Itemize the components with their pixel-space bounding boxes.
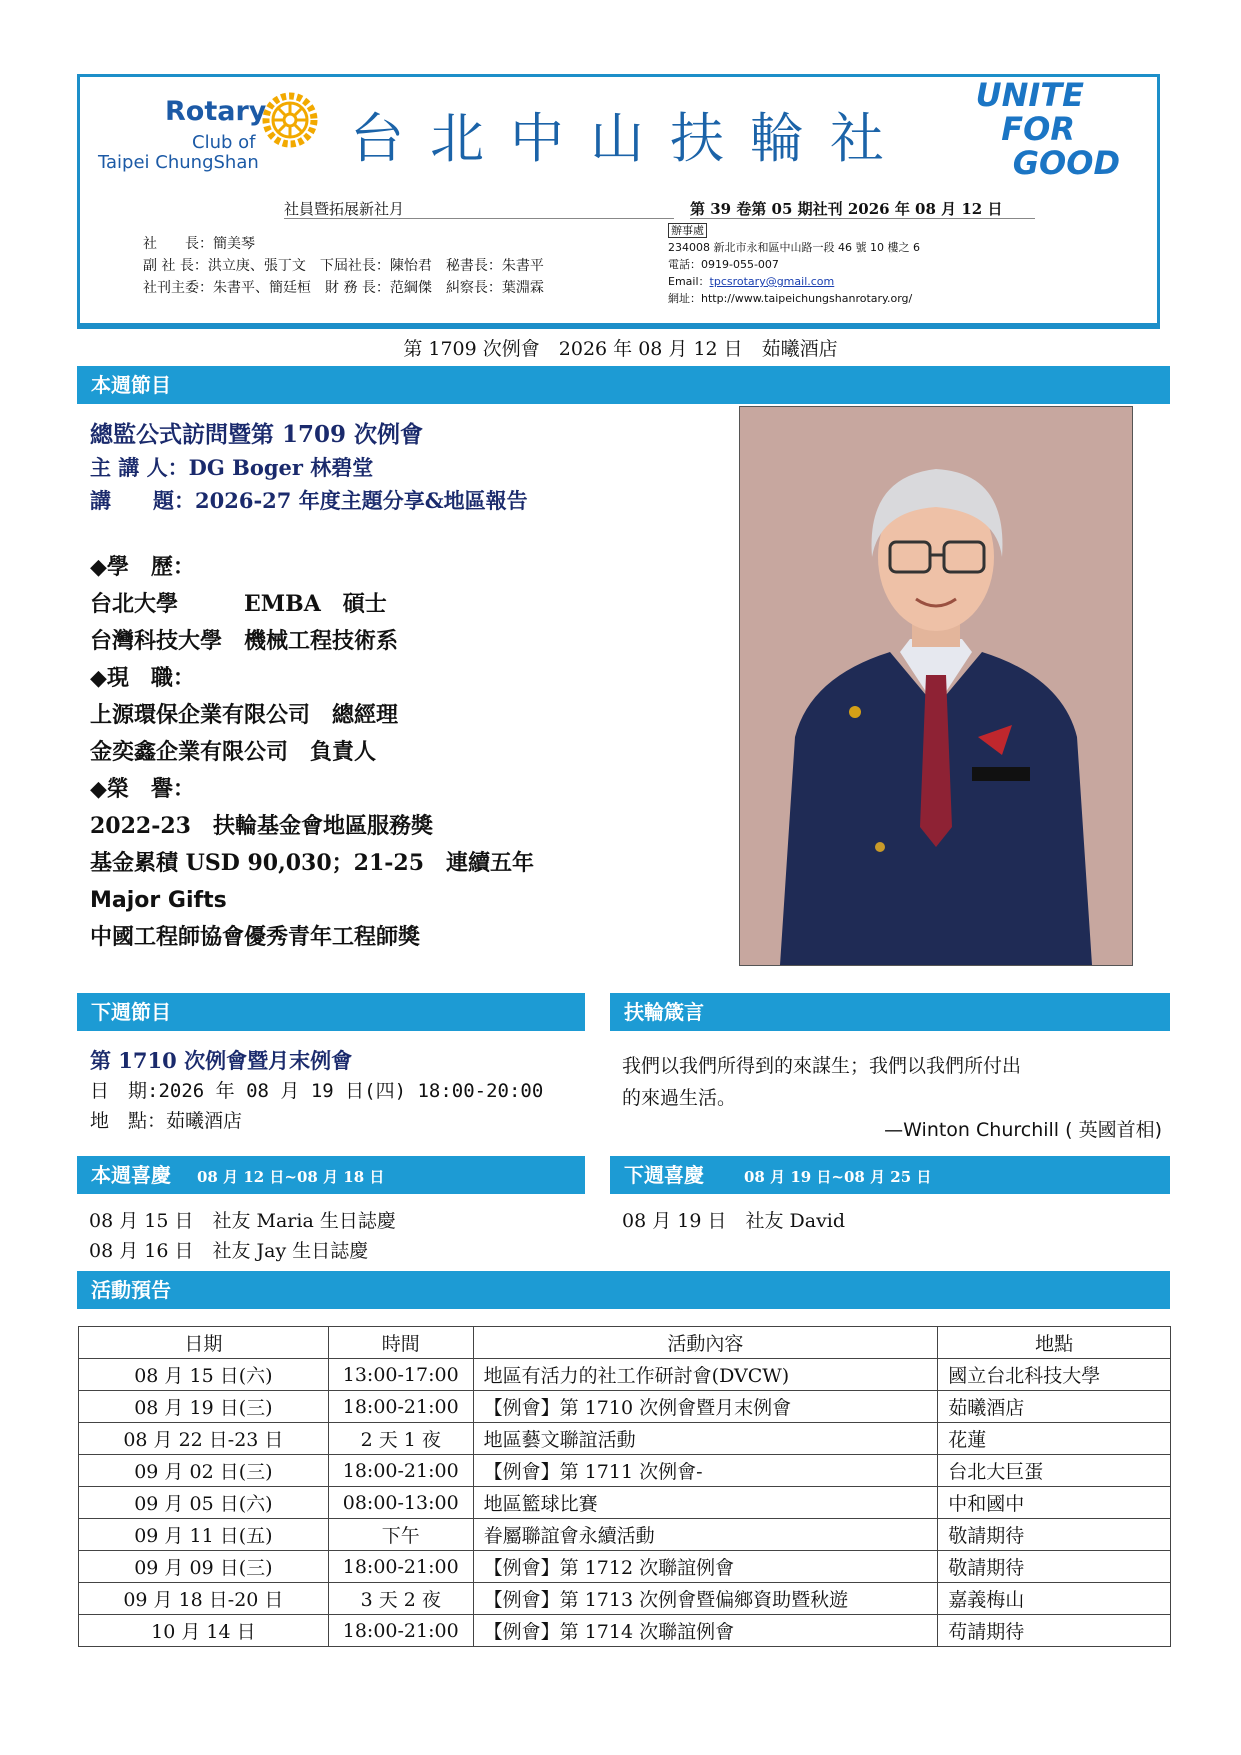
event-location: 苟請期待 (938, 1615, 1171, 1647)
address: 234008 新北市永和區中山路一段 46 號 10 樓之 6 (668, 241, 920, 254)
this-week-program (90, 418, 720, 517)
email-label: Email： (668, 275, 710, 288)
motto-text: 我們以我們所得到的來謀生；我們以我們所付出 的來過生活。 —Winton Churchill ( 英國首相) (622, 1050, 1162, 1146)
event-date: 08 月 22 日-23 日 (79, 1423, 329, 1455)
event-activity: 地區藝文聯誼活動 (473, 1423, 938, 1455)
table-row (79, 1551, 1171, 1583)
header-activity: 活動內容 (473, 1327, 938, 1359)
list-item: 08 月 19 日 社友 David (622, 1210, 846, 1232)
event-time: 18:00-21:00 (328, 1551, 473, 1583)
office-label: 辦事處 (668, 223, 707, 238)
event-activity: 【例會】第 1713 次例會暨偏鄉資助暨秋遊 (473, 1583, 938, 1615)
event-date: 08 月 19 日(三) (79, 1391, 329, 1423)
event-date: 09 月 02 日(三) (79, 1455, 329, 1487)
event-location: 台北大巨蛋 (938, 1455, 1171, 1487)
event-date: 10 月 14 日 (79, 1615, 329, 1647)
motto-author: —Winton Churchill ( 英國首相) (884, 1119, 1162, 1141)
next-week-celebrations-bar: 下週喜慶 08 月 19 日~08 月 25 日 (610, 1156, 1170, 1194)
table-row (79, 1519, 1171, 1551)
event-time: 18:00-21:00 (328, 1615, 473, 1647)
phone: 電話：0919-055-007 (668, 258, 779, 271)
event-date: 08 月 15 日(六) (79, 1359, 329, 1391)
event-date: 09 月 09 日(三) (79, 1551, 329, 1583)
table-row (79, 1455, 1171, 1487)
event-activity: 【例會】第 1714 次聯誼例會 (473, 1615, 938, 1647)
next-program-date: 日 期:2026 年 08 月 19 日(四) 18:00-20:00 (90, 1080, 544, 1102)
event-activity: 地區有活力的社工作研討會(DVCW) (473, 1359, 938, 1391)
events-table (78, 1326, 1171, 1647)
event-time: 13:00-17:00 (328, 1359, 473, 1391)
table-header-row (79, 1327, 1171, 1359)
table-row (79, 1615, 1171, 1647)
theme-month: 社員暨拓展新社月 (284, 200, 405, 218)
event-date: 09 月 11 日(五) (79, 1519, 329, 1551)
event-time: 下午 (328, 1519, 473, 1551)
event-location: 敬請期待 (938, 1519, 1171, 1551)
next-week-bar: 下週節目 (77, 993, 585, 1031)
next-program-title: 第 1710 次例會暨月末例會 (90, 1048, 353, 1073)
table-row (79, 1583, 1171, 1615)
event-location: 中和國中 (938, 1487, 1171, 1519)
contact-block (668, 222, 920, 307)
next-week-program (90, 1046, 590, 1136)
website: 網址：http://www.taipeichungshanrotary.org/ (668, 292, 913, 305)
event-activity: 【例會】第 1711 次例會- (473, 1455, 938, 1487)
theme-underline (284, 218, 674, 219)
event-date: 09 月 05 日(六) (79, 1487, 329, 1519)
club-title: 台北中山扶輪社 (350, 107, 910, 170)
program-speaker: 主 講 人：DG Boger 林碧堂 (90, 455, 374, 480)
event-activity: 地區籃球比賽 (473, 1487, 938, 1519)
speaker-bio: ◆學 歷： 台北大學 EMBA 碩士 台灣科技大學 機械工程技術系 ◆現 職： 上源環保企業有限公司 總經理 金奕鑫企業有限公司 負責人 ◆榮 譽： 2022-23 扶輪基金會地區服務獎 基金累積 USD 90,030；21-25 連續五年 Major Gifts 中國工程師協會優秀青年工程師獎 (90, 554, 535, 950)
events-bar: 活動預告 (77, 1271, 1170, 1309)
masthead-bottom-rule (77, 323, 1160, 329)
event-activity: 【例會】第 1712 次聯誼例會 (473, 1551, 938, 1583)
officers-list: 社 長：簡美琴 副 社 長：洪立庚、張丁文 下屆社長：陳怡君 秘書長：朱書平 社刊主委：朱書平、簡廷桓 財 務 長：范綱傑 糾察長：葉淵霖 (143, 236, 544, 296)
this-week-bar: 本週節目 (77, 366, 1170, 404)
event-location: 敬請期待 (938, 1551, 1171, 1583)
motto-bar: 扶輪箴言 (610, 993, 1170, 1031)
next-program-place: 地 點：茹曦酒店 (90, 1110, 243, 1132)
table-row (79, 1423, 1171, 1455)
header-time: 時間 (328, 1327, 473, 1359)
event-date: 09 月 18 日-20 日 (79, 1583, 329, 1615)
next-week-celebrations-list (622, 1206, 845, 1236)
email-link[interactable]: tpcsrotary@gmail.com (709, 275, 835, 288)
meeting-line: 第 1709 次例會 2026 年 08 月 12 日 茹曦酒店 (403, 338, 838, 360)
issue-line: 第 39 卷第 05 期社刊 2026 年 08 月 12 日 (690, 200, 1003, 218)
this-week-celebrations-list (89, 1206, 396, 1266)
event-location: 花蓮 (938, 1423, 1171, 1455)
program-topic: 講 題：2026-27 年度主題分享&地區報告 (90, 488, 528, 513)
program-title: 總監公式訪問暨第 1709 次例會 (90, 421, 424, 448)
event-time: 18:00-21:00 (328, 1455, 473, 1487)
table-row (79, 1487, 1171, 1519)
event-location: 茹曦酒店 (938, 1391, 1171, 1423)
header-location: 地點 (938, 1327, 1171, 1359)
header-date: 日期 (79, 1327, 329, 1359)
unite-for-good-slogan: UNITE FOR GOOD (975, 76, 1120, 182)
this-week-celebrations-bar: 本週喜慶 08 月 12 日~08 月 18 日 (77, 1156, 585, 1194)
table-row (79, 1391, 1171, 1423)
event-activity: 眷屬聯誼會永續活動 (473, 1519, 938, 1551)
event-location: 嘉義梅山 (938, 1583, 1171, 1615)
list-item: 08 月 15 日 社友 Maria 生日誌慶 (89, 1210, 396, 1232)
event-time: 3 天 2 夜 (328, 1583, 473, 1615)
event-time: 18:00-21:00 (328, 1391, 473, 1423)
event-location: 國立台北科技大學 (938, 1359, 1171, 1391)
event-time: 2 天 1 夜 (328, 1423, 473, 1455)
speaker-portrait (739, 406, 1133, 966)
rotary-wheel-icon (260, 90, 320, 150)
list-item: 08 月 16 日 社友 Jay 生日誌慶 (89, 1240, 369, 1262)
portrait-illustration (740, 407, 1132, 965)
table-row (79, 1359, 1171, 1391)
event-activity: 【例會】第 1710 次例會暨月末例會 (473, 1391, 938, 1423)
issue-underline (690, 218, 1035, 219)
event-time: 08:00-13:00 (328, 1487, 473, 1519)
